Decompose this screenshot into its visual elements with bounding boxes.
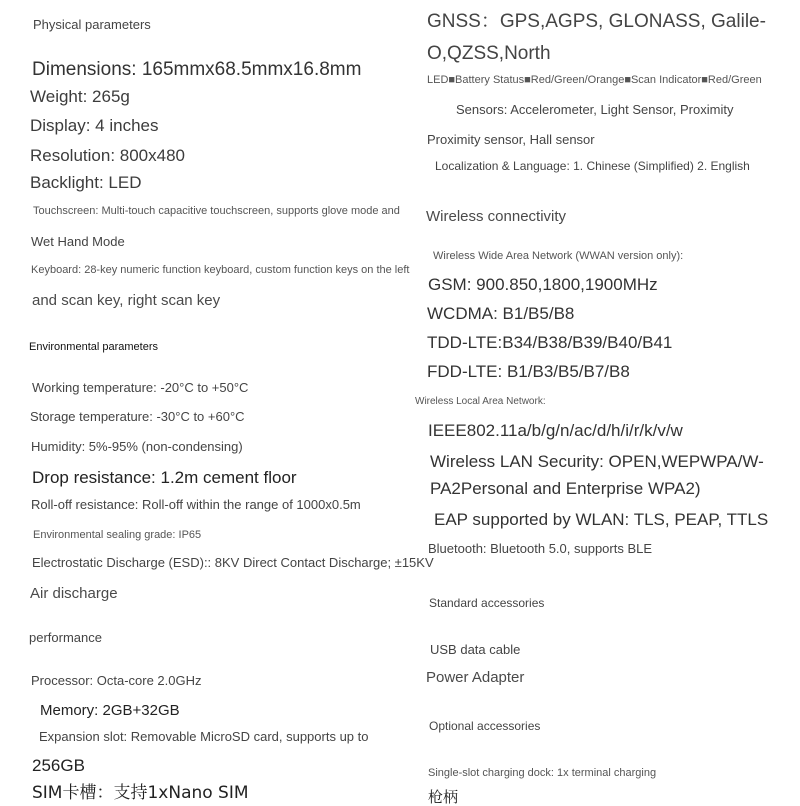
handle-text: 枪柄 (428, 788, 459, 806)
working-temperature-text: Working temperature: -20°C to +50°C (32, 380, 249, 395)
environmental-parameters-heading: Environmental parameters (29, 341, 159, 353)
wlan-security-text-line2: PA2Personal and Enterprise WPA2) (430, 479, 701, 498)
weight-text: Weight: 265g (30, 87, 130, 106)
fdd-lte-text: FDD-LTE: B1/B3/B5/B7/B8 (427, 362, 630, 381)
gsm-text: GSM: 900.850,1800,1900MHz (428, 275, 658, 294)
gnss-text-line2: O,QZSS,North (427, 43, 551, 64)
sealing-grade-text: Environmental sealing grade: IP65 (33, 529, 202, 541)
keyboard-text-line2: and scan key, right scan key (32, 292, 221, 309)
esd-text-line1: Electrostatic Discharge (ESD):: 8KV Direct Contact Discharge; ±15KV (32, 555, 434, 570)
physical-parameters-heading: Physical parameters (33, 17, 151, 32)
wwan-text: Wireless Wide Area Network (WWAN version only): (433, 250, 684, 262)
display-text: Display: 4 inches (30, 116, 159, 135)
standard-accessories-heading: Standard accessories (429, 596, 545, 610)
storage-temperature-text: Storage temperature: -30°C to +60°C (30, 409, 245, 424)
sim-slot-text: SIM卡槽：支持1xNano SIM (32, 783, 249, 803)
expansion-text-line1: Expansion slot: Removable MicroSD card, supports up to (39, 729, 369, 744)
expansion-text-line2: 256GB (32, 756, 85, 775)
optional-accessories-heading: Optional accessories (429, 719, 541, 733)
led-status-text: LED■Battery Status■Red/Green/Orange■Scan Indicator■Red/Green (427, 74, 762, 86)
keyboard-text-line1: Keyboard: 28-key numeric function keyboard, custom function keys on the left (31, 264, 410, 276)
drop-resistance-text: Drop resistance: 1.2m cement floor (32, 468, 297, 487)
usb-cable-text: USB data cable (430, 642, 521, 657)
proximity-sensor-text: Proximity sensor, Hall sensor (427, 132, 595, 147)
eap-text: EAP supported by WLAN: TLS, PEAP, TTLS (434, 510, 769, 529)
bluetooth-text: Bluetooth: Bluetooth 5.0, supports BLE (428, 541, 653, 556)
resolution-text: Resolution: 800x480 (30, 146, 186, 165)
performance-heading: performance (29, 630, 102, 645)
touchscreen-text-line1: Touchscreen: Multi-touch capacitive touchscreen, supports glove mode and (33, 205, 400, 217)
esd-text-line2: Air discharge (30, 585, 118, 602)
power-adapter-text: Power Adapter (426, 669, 525, 686)
wlan-security-text-line1: Wireless LAN Security: OPEN,WEPWPA/W- (430, 452, 764, 471)
wcdma-text: WCDMA: B1/B5/B8 (427, 304, 575, 323)
touchscreen-text-line2: Wet Hand Mode (31, 234, 125, 249)
humidity-text: Humidity: 5%-95% (non-condensing) (31, 439, 243, 454)
dimensions-text: Dimensions: 165mmx68.5mmx16.8mm (32, 59, 362, 80)
ieee-standards-text: IEEE802.11a/b/g/n/ac/d/h/i/r/k/v/w (428, 421, 683, 440)
wlan-text: Wireless Local Area Network: (415, 396, 546, 407)
sensors-text: Sensors: Accelerometer, Light Sensor, Proximity (456, 102, 734, 117)
tdd-lte-text: TDD-LTE:B34/B38/B39/B40/B41 (427, 333, 673, 352)
memory-text: Memory: 2GB+32GB (40, 702, 180, 719)
gnss-text-line1: GNSS：GPS,AGPS, GLONASS, Galile- (427, 11, 766, 32)
localization-text: Localization & Language: 1. Chinese (Simplified) 2. English (435, 159, 750, 173)
backlight-text: Backlight: LED (30, 173, 142, 192)
wireless-connectivity-heading: Wireless connectivity (426, 208, 567, 225)
rolloff-resistance-text: Roll-off resistance: Roll-off within the range of 1000x0.5m (31, 497, 361, 512)
processor-text: Processor: Octa-core 2.0GHz (31, 673, 202, 688)
charging-dock-text: Single-slot charging dock: 1x terminal charging (428, 767, 657, 779)
